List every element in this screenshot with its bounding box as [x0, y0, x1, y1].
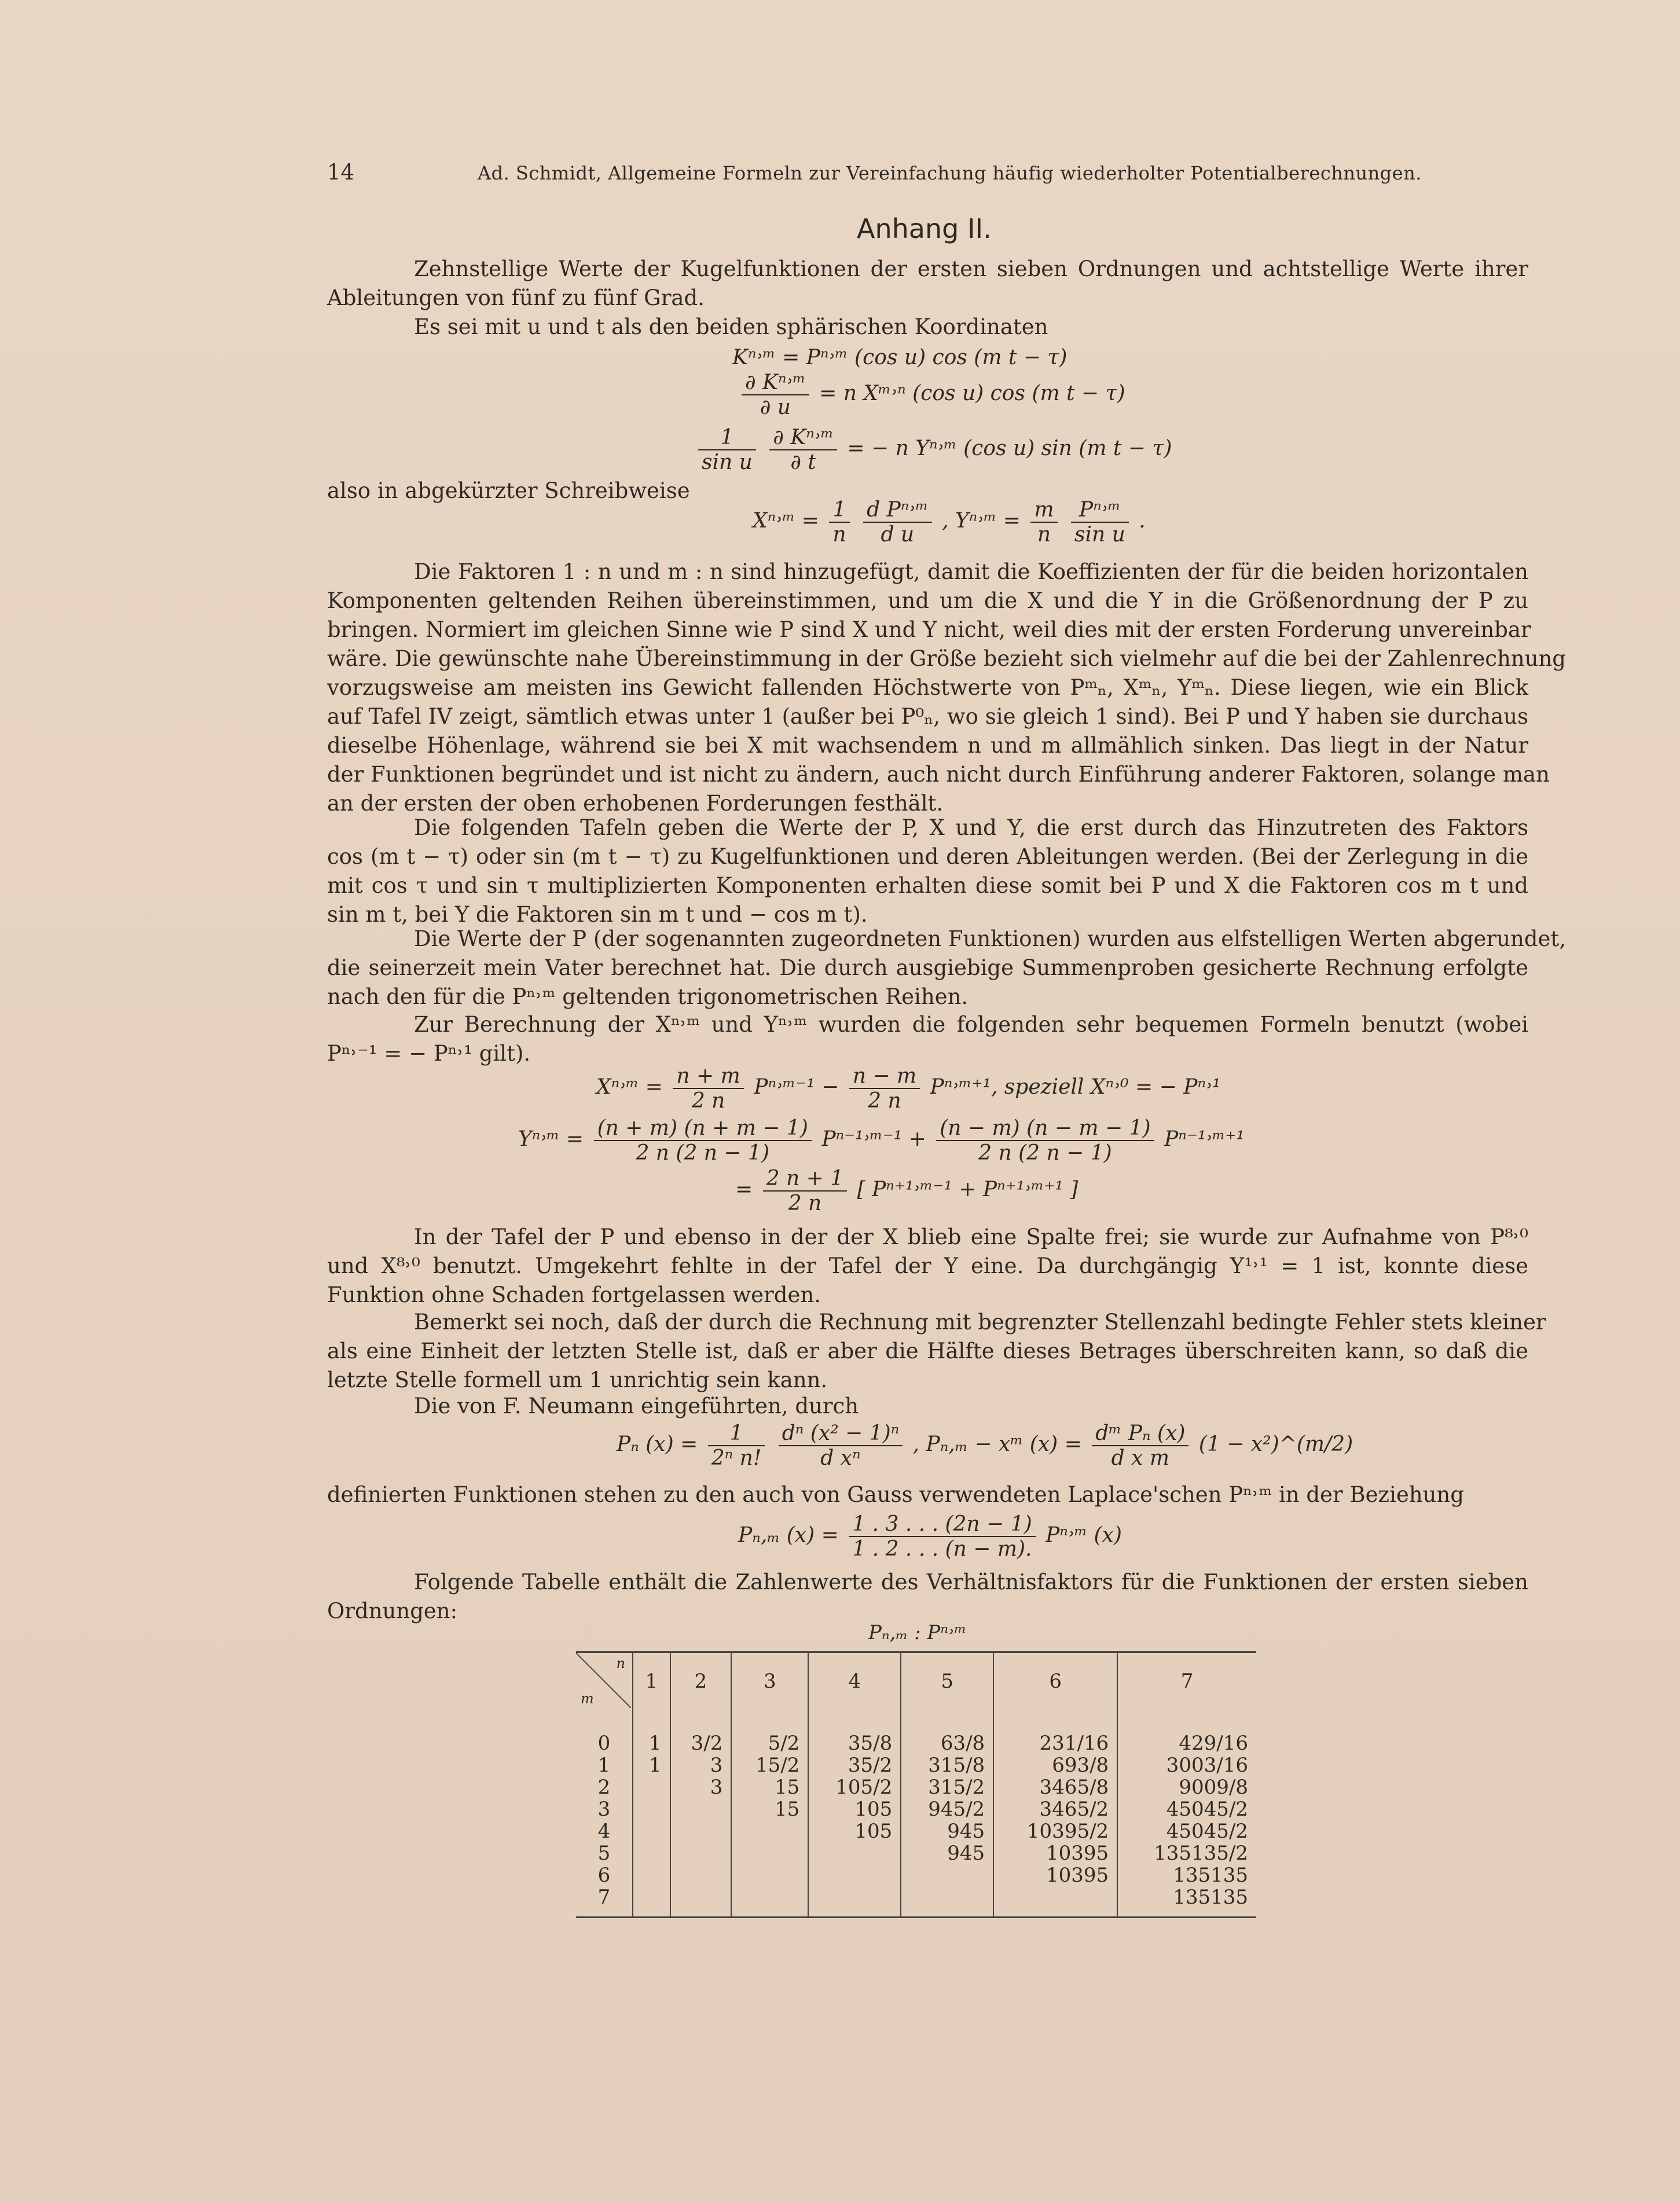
equation-term: Pⁿ˒ᵐ (x)	[1046, 1523, 1122, 1547]
text-line: Funktion ohne Schaden fortgelassen werden.	[327, 1282, 821, 1307]
table-cell	[731, 1842, 808, 1864]
numerator: n − m	[849, 1064, 920, 1089]
equation-y	[518, 1116, 1245, 1165]
spacer-cell	[1117, 1709, 1256, 1732]
table-row	[576, 1776, 1256, 1798]
denominator: n	[832, 523, 846, 547]
table-cell: 3	[670, 1776, 732, 1798]
spacer-cell	[633, 1908, 670, 1916]
column-header: 7	[1117, 1653, 1256, 1709]
table-cell	[731, 1886, 808, 1908]
spacer-cell	[901, 1908, 993, 1916]
equation-end: .	[1139, 509, 1146, 533]
table-cell: 3/2	[670, 1732, 732, 1754]
spacer-cell	[993, 1709, 1117, 1732]
numerator: ∂ Kⁿ˒ᵐ	[742, 371, 809, 395]
denominator: d x m	[1111, 1446, 1170, 1470]
table-cell: 5/2	[731, 1732, 808, 1754]
text-line: Ordnungen:	[327, 1599, 458, 1623]
row-index-cell: 3	[597, 1798, 611, 1821]
spacer-cell	[670, 1709, 732, 1732]
table-cell: 105/2	[808, 1776, 901, 1798]
text-line: als eine Einheit der letzten Stelle ist, daß er aber die Hälfte dieses Betrages überschreiten kann, so daß die	[327, 1339, 1528, 1363]
abbrev-label: also in abgekürzter Schreibweise	[327, 478, 690, 503]
text-line: vorzugsweise am meisten ins Gewicht fallenden Höchstwerte von Pᵐₙ, Xᵐₙ, Yᵐₙ. Diese liegen, wie ein Blick	[327, 675, 1528, 700]
paragraph-laplace	[327, 1480, 1528, 1509]
numerator: ∂ Kⁿ˒ᵐ	[769, 426, 837, 450]
fraction	[763, 1167, 848, 1215]
numerator: m	[1030, 498, 1057, 523]
table-rule	[576, 1651, 1256, 1918]
spacer-cell	[576, 1908, 633, 1916]
text-line: Es sei mit u und t als den beiden sphärischen Koordinaten	[414, 314, 1048, 339]
paragraph-table-intro	[327, 1568, 1528, 1626]
paragraph-factors	[327, 558, 1566, 818]
column-header: 6	[993, 1653, 1117, 1709]
equation-term: Pⁿ˒ᵐ⁺¹, speziell Xⁿ˒⁰ = − Pⁿ˒¹	[930, 1075, 1221, 1099]
table-cell	[670, 1798, 732, 1820]
text-line: die seinerzeit mein Vater berechnet hat. Die durch ausgiebige Summenproben gesicherte Rechnung erfolgte	[327, 955, 1528, 980]
text-line: Die Faktoren 1 : n und m : n sind hinzugefügt, damit die Koeffizienten der für die beiden horizontalen	[414, 559, 1528, 584]
paragraph-values	[327, 925, 1566, 1011]
equation-x	[596, 1064, 1221, 1113]
text-line: dieselbe Höhenlage, während sie bei X mit wachsendem n und m allmählich sinken. Das liegt in der Natur	[327, 733, 1528, 758]
table-cell	[670, 1820, 732, 1842]
numerator: n + m	[673, 1064, 743, 1089]
fraction	[849, 1512, 1035, 1561]
text-line: Zur Berechnung der Xⁿ˒ᵐ und Yⁿ˒ᵐ wurden die folgenden sehr bequemen Formeln benutzt (wobei	[414, 1012, 1528, 1037]
table-cell: 10395/2	[993, 1820, 1117, 1842]
corner-n-label: n	[616, 1655, 625, 1672]
table-cell	[633, 1820, 670, 1842]
text-line: letzte Stelle formell um 1 unrichtig sein kann.	[327, 1368, 828, 1392]
table-cell: 693/8	[993, 1754, 1117, 1776]
equation-rhs: = n Xᵐ˒ⁿ (cos u) cos (m t − τ)	[819, 382, 1125, 405]
table-row	[576, 1732, 1256, 1754]
table-cell: 105	[808, 1798, 901, 1820]
fraction	[769, 426, 837, 474]
table-cell: 315/8	[901, 1754, 993, 1776]
denominator: 2ⁿ n!	[711, 1446, 762, 1470]
equation-lhs: Xⁿ˒ᵐ =	[753, 509, 819, 533]
ratio-table	[576, 1653, 1256, 1916]
text-line: Folgende Tabelle enthält die Zahlenwerte des Verhältnisfaktors für die Funktionen der ersten sieben	[414, 1570, 1528, 1594]
table-cell: 9009/8	[1117, 1776, 1256, 1798]
denominator: ∂ u	[760, 395, 791, 419]
numerator: 1 . 3 . . . (2n − 1)	[849, 1512, 1035, 1537]
text-line: der Funktionen begründet und ist nicht zu ändern, auch nicht durch Einführung anderer Faktoren, solange man	[327, 762, 1550, 787]
table-cell: 1	[633, 1732, 670, 1754]
fraction	[779, 1421, 903, 1470]
spacer-cell	[993, 1908, 1117, 1916]
spacer-cell	[670, 1908, 732, 1916]
table-cell: 45045/2	[1117, 1798, 1256, 1820]
equation-dk-dt	[695, 426, 1172, 474]
table-cell: 3465/8	[993, 1776, 1117, 1798]
spacer-cell	[1117, 1908, 1256, 1916]
denominator: 2 n (2 n − 1)	[636, 1141, 769, 1165]
fraction	[936, 1116, 1154, 1165]
equation-term: Pⁿ⁻¹˒ᵐ⁺¹	[1164, 1127, 1245, 1151]
table-cell: 35/8	[808, 1732, 901, 1754]
table-cell	[901, 1864, 993, 1886]
fraction	[829, 498, 849, 547]
table-cell: 945	[901, 1842, 993, 1864]
table-cell: 10395	[993, 1842, 1117, 1864]
running-title: Ad. Schmidt, Allgemeine Formeln zur Vereinfachung häufig wiederholter Potentialberechnungen.	[478, 162, 1422, 184]
equation-y-simplified	[735, 1167, 1078, 1215]
numerator: Pⁿ˒ᵐ	[1071, 498, 1129, 523]
table-cell: 15	[731, 1798, 808, 1820]
equation-rhs: = − n Yⁿ˒ᵐ (cos u) sin (m t − τ)	[847, 437, 1172, 460]
fraction	[863, 498, 931, 547]
equation-lhs: Yⁿ˒ᵐ =	[518, 1127, 584, 1151]
fraction	[698, 426, 756, 474]
text-line: Zehnstellige Werte der Kugelfunktionen der ersten sieben Ordnungen und achtstellige Werte ihrer	[414, 256, 1528, 281]
text-line: auf Tafel IV zeigt, sämtlich etwas unter 1 (außer bei P⁰ₙ, wo sie gleich 1 sind). Bei P und Y haben sie durchaus	[327, 704, 1528, 729]
equation-lhs: Xⁿ˒ᵐ =	[596, 1075, 663, 1099]
table-cell	[731, 1864, 808, 1886]
denominator: d xⁿ	[820, 1446, 861, 1470]
table-cell: 135135	[1117, 1886, 1256, 1908]
table-row	[576, 1754, 1256, 1776]
table-cell: 63/8	[901, 1732, 993, 1754]
equation-lhs: Pₙ,ₘ (x) =	[738, 1523, 839, 1547]
row-index-cell: 6	[597, 1864, 611, 1887]
table-cell	[808, 1864, 901, 1886]
row-index-cell: 2	[597, 1776, 611, 1799]
column-header: 4	[808, 1653, 901, 1709]
table-cell: 15/2	[731, 1754, 808, 1776]
equation-relation	[738, 1512, 1122, 1561]
table-cell	[633, 1798, 670, 1820]
equation-lhs: Pₙ (x) =	[617, 1432, 698, 1456]
page-number: 14	[327, 160, 355, 185]
equation-abbrev	[753, 498, 1146, 547]
table-cell: 15	[731, 1776, 808, 1798]
row-index-cell: 5	[597, 1842, 611, 1865]
equation-lhs: =	[735, 1178, 753, 1201]
table-row	[576, 1820, 1256, 1842]
text-line: Komponenten geltenden Reihen übereinstimmen, und um die X und die Y in die Größenordnung der P zu	[327, 588, 1528, 613]
paragraph-formulas	[327, 1010, 1528, 1068]
numerator: d Pⁿ˒ᵐ	[863, 498, 931, 523]
spacer-cell	[808, 1709, 901, 1732]
equation-k: Kⁿ˒ᵐ = Pⁿ˒ᵐ (cos u) cos (m t − τ)	[732, 346, 1068, 369]
table-cell	[901, 1886, 993, 1908]
table-cell: 315/2	[901, 1776, 993, 1798]
paragraph-tables	[327, 813, 1528, 929]
fraction	[742, 371, 809, 419]
text-line: bringen. Normiert im gleichen Sinne wie P sind X und Y nicht, weil dies mit der ersten Forderung unvereinbar	[327, 617, 1531, 642]
column-header: 5	[901, 1653, 993, 1709]
spacer-cell	[576, 1709, 633, 1732]
text-line: nach den für die Pⁿ˒ᵐ geltenden trigonometrischen Reihen.	[327, 984, 969, 1009]
equation-term: , Pₙ,ₘ − xᵐ (x) =	[912, 1432, 1082, 1456]
spacer-cell	[808, 1908, 901, 1916]
text-line: definierten Funktionen stehen zu den auch von Gauss verwendeten Laplace'schen Pⁿ˒ᵐ in der Beziehung	[327, 1482, 1464, 1507]
table-cell: 135135	[1117, 1864, 1256, 1886]
row-index-cell: 1	[597, 1754, 611, 1777]
table-cell	[808, 1886, 901, 1908]
spacer-cell	[731, 1709, 808, 1732]
fraction	[1030, 498, 1057, 547]
table-cell	[633, 1776, 670, 1798]
denominator: sin u	[1074, 523, 1125, 547]
paragraph-neumann	[327, 1392, 1528, 1421]
fraction	[708, 1421, 765, 1470]
table-cell: 10395	[993, 1864, 1117, 1886]
fraction	[1092, 1421, 1189, 1470]
equation-term: (1 − x²)^(m/2)	[1198, 1432, 1353, 1456]
table-cell: 231/16	[993, 1732, 1117, 1754]
numerator: (n + m) (n + m − 1)	[594, 1116, 812, 1141]
equation-term: [ Pⁿ⁺¹˒ᵐ⁻¹ + Pⁿ⁺¹˒ᵐ⁺¹ ]	[857, 1178, 1079, 1201]
numerator: (n − m) (n − m − 1)	[936, 1116, 1154, 1141]
text-line: mit cos τ und sin τ multiplizierten Komponenten erhalten diese somit bei P und X die Faktoren cos m t und	[327, 873, 1528, 898]
fraction	[594, 1116, 812, 1165]
text-line: cos (m t − τ) oder sin (m t − τ) zu Kugelfunktionen und deren Ableitungen werden. (Bei der Zerlegung in die	[327, 844, 1528, 869]
numerator: dᵐ Pₙ (x)	[1092, 1421, 1189, 1446]
spacer-cell	[731, 1908, 808, 1916]
denominator: sin u	[702, 450, 753, 474]
table-cell: 3465/2	[993, 1798, 1117, 1820]
spacer-cell	[901, 1709, 993, 1732]
corner-m-label: m	[581, 1691, 594, 1707]
spacer-cell	[633, 1709, 670, 1732]
numerator: 1	[698, 426, 756, 450]
fraction	[849, 1064, 920, 1113]
table-spacer-row	[576, 1709, 1256, 1732]
numerator: 2 n + 1	[763, 1167, 848, 1192]
table-cell: 3	[670, 1754, 732, 1776]
text-line: In der Tafel der P und ebenso in der der X blieb eine Spalte frei; sie wurde zur Aufnahme von P⁸˒⁰	[414, 1225, 1528, 1249]
denominator: 2 n	[868, 1089, 901, 1113]
denominator: ∂ t	[790, 450, 816, 474]
row-index-cell: 7	[597, 1886, 611, 1909]
column-header: 3	[731, 1653, 808, 1709]
text-line: Pⁿ˒⁻¹ = − Pⁿ˒¹ gilt).	[327, 1041, 531, 1066]
text-line: Bemerkt sei noch, daß der durch die Rechnung mit begrenzter Stellenzahl bedingte Fehler stets kleiner	[414, 1310, 1546, 1335]
text-line: Die Werte der P (der sogenannten zugeordneten Funktionen) wurden aus elfstelligen Werten abgerundet,	[414, 926, 1566, 951]
table-cell	[731, 1820, 808, 1842]
table-row	[576, 1886, 1256, 1908]
section-title: Anhang II.	[857, 213, 992, 244]
table-cell: 35/2	[808, 1754, 901, 1776]
numerator: 1	[829, 498, 849, 523]
text-line: an der ersten der oben erhobenen Forderungen festhält.	[327, 791, 944, 816]
column-header: 2	[670, 1653, 732, 1709]
table-cell	[633, 1886, 670, 1908]
table-row	[576, 1842, 1256, 1864]
text-line: Die von F. Neumann eingeführten, durch	[414, 1394, 859, 1418]
denominator: 2 n (2 n − 1)	[978, 1141, 1112, 1165]
table-cell: 1	[633, 1754, 670, 1776]
text-line: wäre. Die gewünschte nahe Übereinstimmung in der Größe bezieht sich vielmehr auf die bei der Zahlenrechnung	[327, 646, 1566, 671]
equation-term: Pⁿ˒ᵐ⁻¹ −	[754, 1075, 839, 1099]
equation-neumann	[617, 1421, 1353, 1470]
table-cell	[808, 1842, 901, 1864]
numerator: 1	[708, 1421, 765, 1446]
column-header: 1	[633, 1653, 670, 1709]
paragraph-columns	[327, 1223, 1528, 1310]
text-line: und X⁸˒⁰ benutzt. Umgekehrt fehlte in der Tafel der Y eine. Da durchgängig Y¹˒¹ = 1 ist, konnte diese	[327, 1253, 1528, 1278]
equation-lhs: , Yⁿ˒ᵐ =	[941, 509, 1021, 533]
table-header-row	[576, 1653, 1256, 1709]
text-line: sin m t, bei Y die Faktoren sin m t und − cos m t).	[327, 902, 868, 927]
ratio-table-wrapper	[576, 1651, 1256, 1918]
denominator: n	[1037, 523, 1051, 547]
equation-term: Pⁿ⁻¹˒ᵐ⁻¹ +	[821, 1127, 926, 1151]
table-body	[576, 1709, 1256, 1916]
fraction	[673, 1064, 743, 1113]
table-caption: Pₙ,ₘ : Pⁿ˒ᵐ	[868, 1621, 967, 1644]
denominator: d u	[881, 523, 915, 547]
table-spacer-row	[576, 1908, 1256, 1916]
row-index-cell: 0	[597, 1732, 611, 1755]
table-cell: 429/16	[1117, 1732, 1256, 1754]
denominator: 2 n	[788, 1192, 822, 1215]
numerator: dⁿ (x² − 1)ⁿ	[779, 1421, 903, 1446]
row-index-cell: 4	[597, 1820, 611, 1843]
table-row	[576, 1864, 1256, 1886]
fraction	[1071, 498, 1129, 547]
table-cell	[670, 1842, 732, 1864]
table-cell: 135135/2	[1117, 1842, 1256, 1864]
text-line: Ableitungen von fünf zu fünf Grad.	[327, 285, 705, 310]
table-cell	[633, 1842, 670, 1864]
table-row	[576, 1798, 1256, 1820]
paragraph-error	[327, 1308, 1546, 1395]
table-cell: 105	[808, 1820, 901, 1842]
denominator: 2 n	[691, 1089, 725, 1113]
table-corner	[576, 1653, 633, 1709]
table-cell	[670, 1886, 732, 1908]
table-cell	[670, 1864, 732, 1886]
table-cell: 45045/2	[1117, 1820, 1256, 1842]
intro-paragraph	[327, 255, 1528, 342]
table-cell: 3003/16	[1117, 1754, 1256, 1776]
table-cell: 945/2	[901, 1798, 993, 1820]
denominator: 1 . 2 . . . (n − m).	[852, 1537, 1032, 1561]
text-line: Die folgenden Tafeln geben die Werte der P, X und Y, die erst durch das Hinzutreten des Faktors	[414, 815, 1528, 840]
table-cell	[993, 1886, 1117, 1908]
equation-dk-du	[738, 371, 1125, 419]
table-cell	[633, 1864, 670, 1886]
table-cell: 945	[901, 1820, 993, 1842]
